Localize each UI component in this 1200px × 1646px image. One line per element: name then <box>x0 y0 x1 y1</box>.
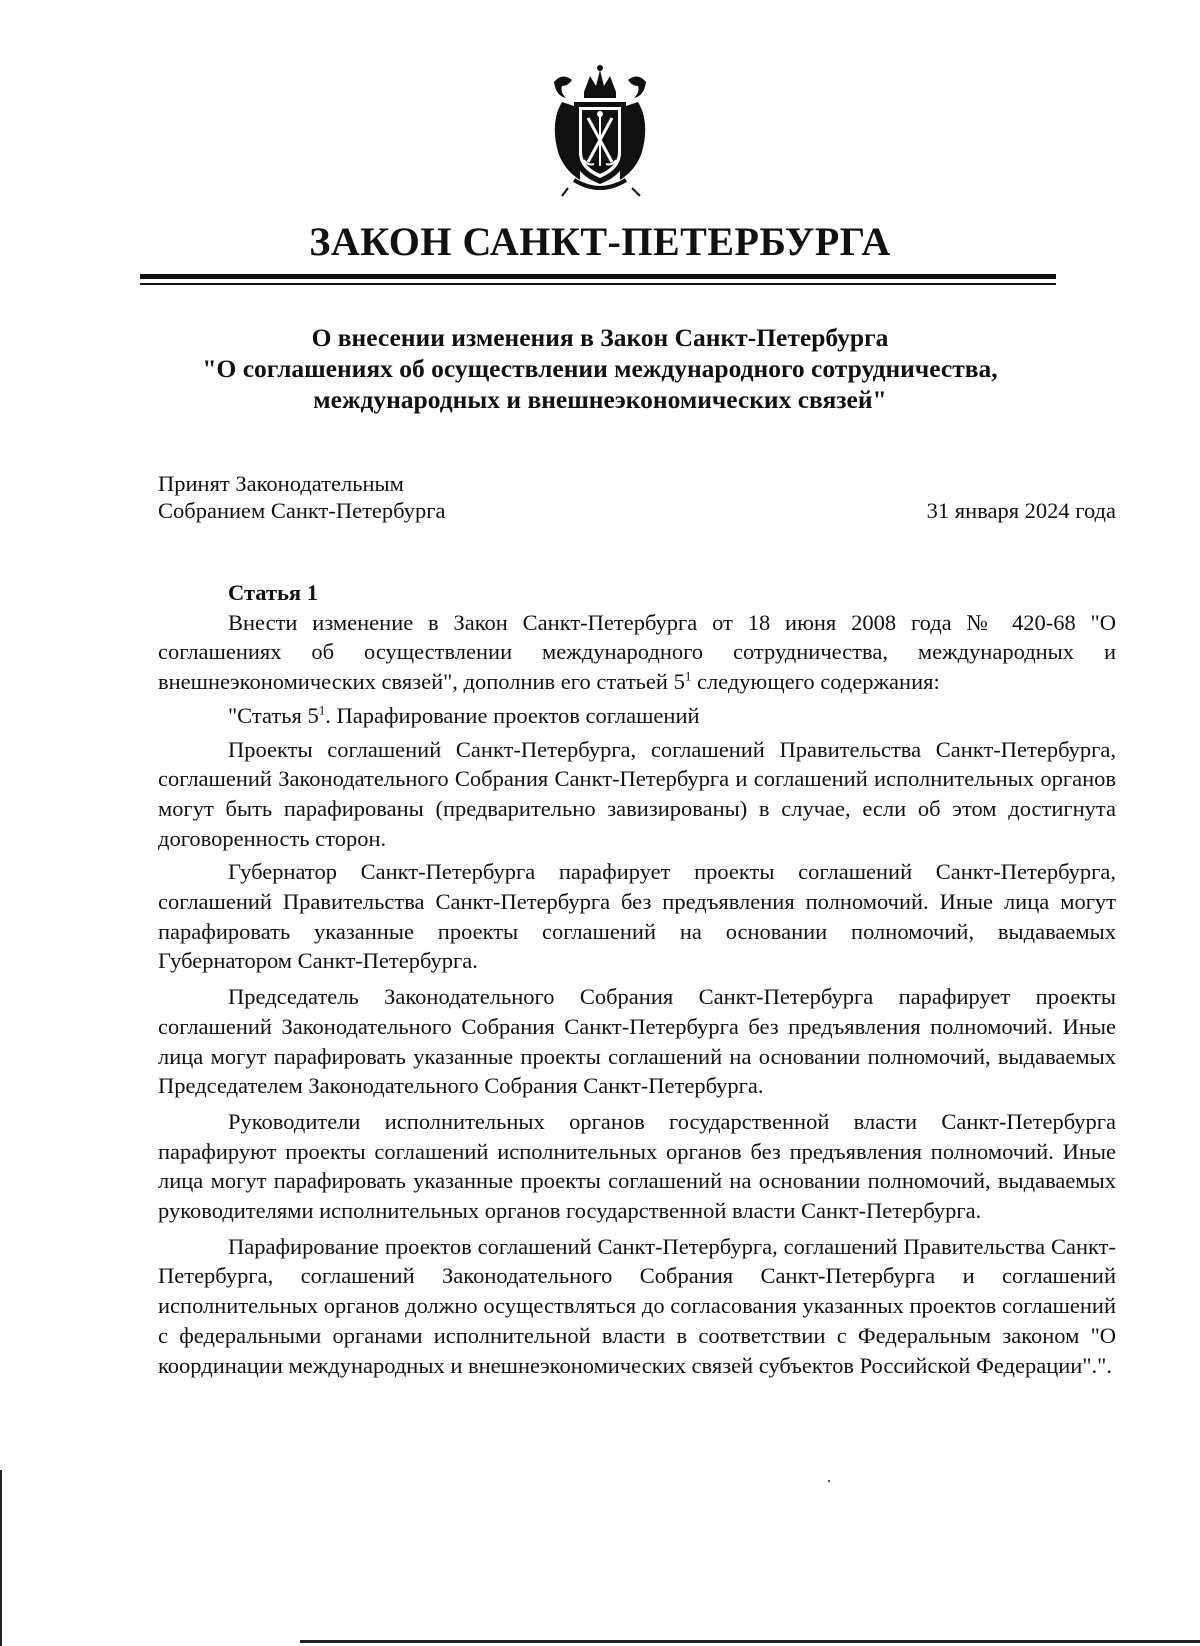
body-paragraph: Проекты соглашений Санкт-Петербурга, соглашений Правительства Санкт-Петербурга, соглашений Законодательного Собрания Санкт-Петербурга и соглашений исполнительных органов могут быть парафированы (предварительно завизированы) в случае, если об этом достигнута договоренность сторон. <box>158 736 1116 851</box>
subtitle-line: "О соглашениях об осуществлении международного сотрудничества, <box>202 354 998 383</box>
title-divider-thin <box>140 283 1056 285</box>
body-paragraph: Председатель Законодательного Собрания Санкт-Петербурга парафирует проекты соглашений Законодательного Собрания Санкт-Петербурга без предъявления полномочий. Иные лица могут парафировать указанные проекты соглашений на основании полномочий, выдаваемых Председателем Законодательного Собрания Санкт-Петербурга. <box>158 984 1116 1099</box>
article-heading: Статья 1 <box>228 580 318 605</box>
subtitle-line: международных и внешнеэкономических связей" <box>313 385 887 414</box>
adoption-date: 31 января 2024 года <box>926 498 1116 523</box>
body-paragraph: Губернатор Санкт-Петербурга парафирует проекты соглашений Санкт-Петербурга, соглашений Правительства Санкт-Петербурга без предъявления полномочий. Иные лица могут парафировать указанные проекты соглашений на основании полномочий, выдаваемых Губернатором Санкт-Петербурга. <box>158 859 1116 974</box>
intro-text: Внести изменение в Закон Санкт-Петербурга от 18 июня 2008 года № 420-68 "О соглашениях об осуществлении международного сотрудничества, международных и внешнеэкономических связей", дополнив его статьей 5 <box>158 609 1116 695</box>
adoption-line: Собранием Санкт-Петербурга <box>158 498 446 523</box>
body-paragraph: Руководители исполнительных органов государственной власти Санкт-Петербурга парафируют проекты соглашений исполнительных органов без предъявления полномочий. Иные лица могут парафировать указанные проекты соглашений на основании полномочий, выдаваемых руководителями исполнительных органов государственной власти Санкт-Петербурга. <box>158 1108 1116 1224</box>
scan-edge-bottom <box>300 1640 1200 1643</box>
intro-text-end: следующего содержания: <box>691 669 940 695</box>
quoted-heading-text-end: . Парафирование проектов соглашений <box>325 702 700 728</box>
adoption-line: Принят Законодательным <box>158 471 404 496</box>
superscript: 1 <box>684 668 692 684</box>
scan-dot <box>828 1480 830 1482</box>
document-subtitle <box>0 322 1200 415</box>
article-intro <box>158 608 1116 697</box>
quoted-article-heading <box>158 701 1116 731</box>
spb-coat-of-arms-icon <box>540 62 660 202</box>
body-paragraph: Парафирование проектов соглашений Санкт-Петербурга, соглашений Правительства Санкт-Петербурга, соглашений Законодательного Собрания Санкт-Петербурга и соглашений исполнительных органов должно осуществляться до согласования указанных проектов соглашений с федеральными органами исполнительной власти в соответствии с Федеральным законом "О координации международных и внешнеэкономических связей субъектов Российской Федерации".". <box>158 1233 1116 1378</box>
adoption-info <box>158 470 445 524</box>
document-body <box>158 578 1116 1380</box>
document-title: ЗАКОН САНКТ-ПЕТЕРБУРГА <box>309 219 891 264</box>
subtitle-line: О внесении изменения в Закон Санкт-Петербурга <box>311 323 889 352</box>
quoted-heading-text: "Статья 5 <box>228 702 319 728</box>
superscript: 1 <box>318 702 326 718</box>
title-divider-thick <box>140 274 1056 279</box>
scan-edge-left <box>0 1470 2 1646</box>
